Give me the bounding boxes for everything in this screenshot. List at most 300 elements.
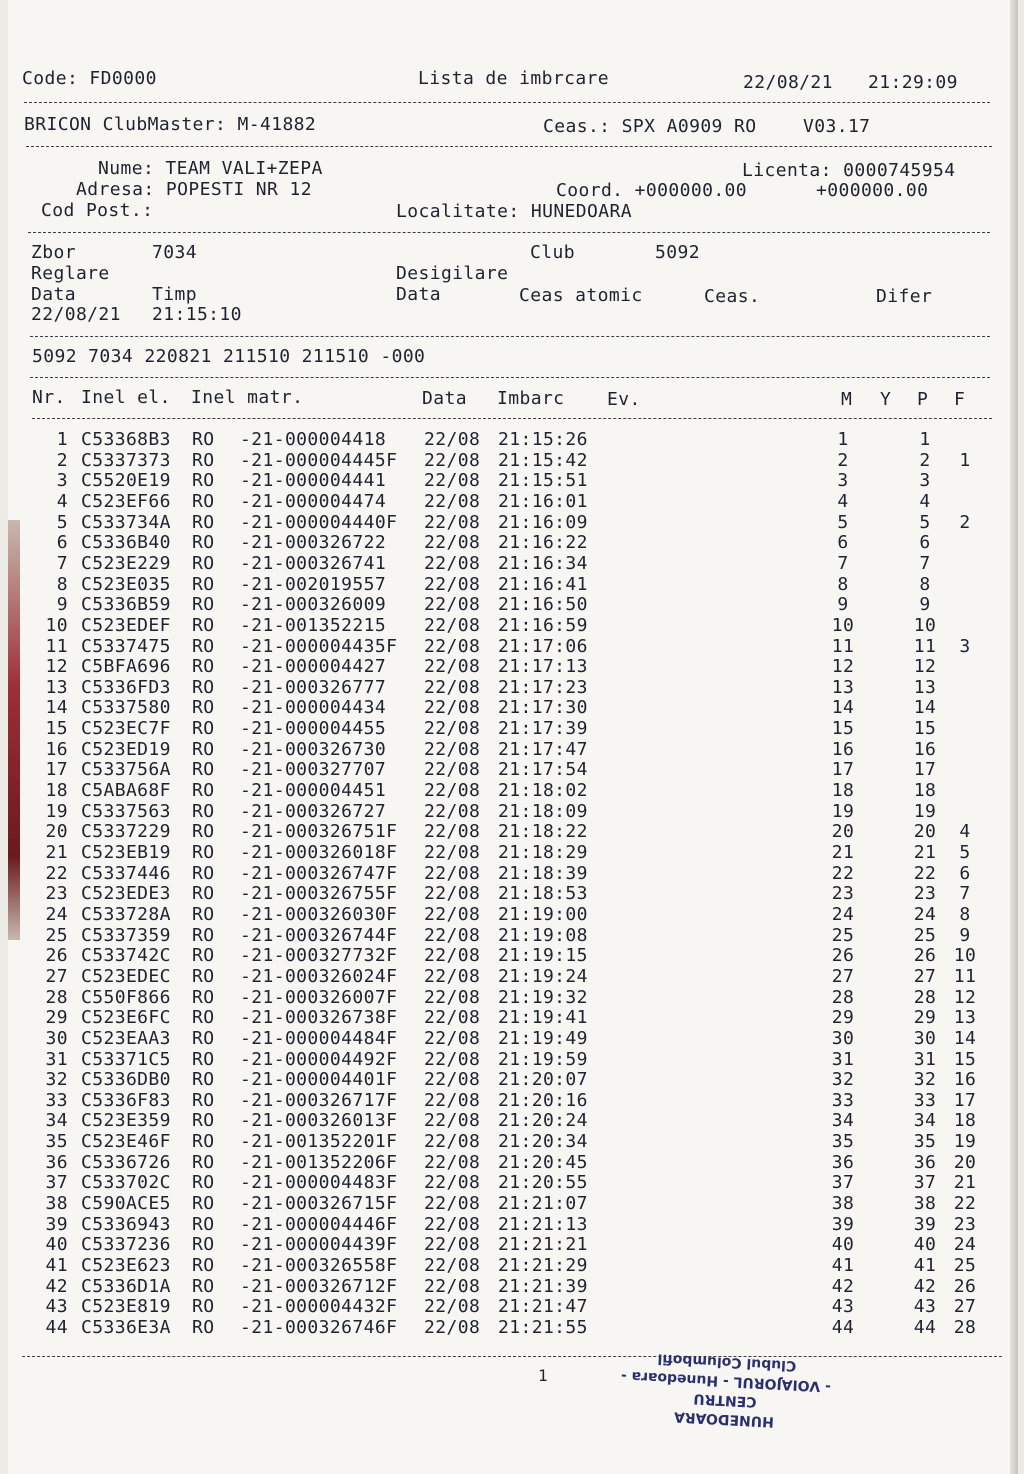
row-m: 44: [831, 1316, 855, 1338]
row-time: 21:21:07: [498, 1193, 588, 1215]
row-time: 21:15:26: [498, 429, 588, 450]
row-m: 7: [837, 552, 849, 574]
row-f: 2: [959, 511, 971, 533]
row-ring-electronic: C5520E19: [81, 470, 171, 492]
row-p: 27: [913, 965, 937, 987]
row-m: 42: [831, 1275, 855, 1297]
time-label: Timp: [152, 284, 197, 305]
row-m: 17: [831, 759, 855, 781]
row-ring-register: -21-000004474: [240, 490, 387, 512]
row-m: 18: [831, 780, 855, 802]
row-ring-register: -21-000004435F: [240, 635, 398, 657]
row-time: 21:19:32: [498, 986, 588, 1008]
row-country: RO: [192, 1007, 215, 1029]
row-country: RO: [192, 903, 215, 925]
row-f: 7: [959, 883, 971, 905]
row-p: 6: [919, 532, 931, 554]
row-number: 37: [45, 1172, 68, 1194]
row-ring-register: -21-000004455: [240, 718, 387, 740]
row-date: 22/08: [424, 821, 481, 843]
row-ring-register: -21-000004484F: [240, 1027, 398, 1049]
row-date: 22/08: [424, 1069, 481, 1091]
row-p: 1: [919, 429, 931, 450]
row-ring-register: -21-000326730: [240, 738, 387, 760]
row-ring-register: -21-000004446F: [240, 1213, 398, 1235]
row-ring-register: -21-000326717F: [240, 1089, 398, 1111]
row-ring-register: -21-002019557: [240, 573, 387, 595]
row-number: 18: [45, 780, 68, 802]
row-ring-electronic: C523ED19: [81, 738, 171, 760]
row-number: 7: [56, 552, 68, 574]
row-date: 22/08: [424, 883, 481, 905]
row-ring-register: -21-000004439F: [240, 1234, 398, 1256]
unseal-label: Desigilare: [396, 263, 509, 284]
row-p: 21: [913, 842, 937, 863]
row-f: 27: [953, 1296, 977, 1318]
row-time: 21:17:30: [498, 697, 588, 719]
row-p: 30: [913, 1027, 937, 1049]
row-ring-electronic: C5336F83: [81, 1089, 171, 1111]
row-p: 2: [919, 449, 931, 471]
row-number: 31: [45, 1048, 68, 1070]
row-p: 17: [913, 759, 937, 781]
row-date: 22/08: [424, 429, 481, 450]
coordinates: Coord. +000000.00: [556, 180, 748, 201]
row-country: RO: [192, 1131, 215, 1153]
row-time: 21:21:13: [498, 1213, 588, 1235]
version: V03.17: [803, 116, 871, 137]
row-number: 34: [45, 1110, 68, 1132]
row-f: 26: [953, 1275, 977, 1297]
print-time: 21:29:09: [868, 72, 958, 93]
row-time: 21:21:47: [498, 1296, 588, 1318]
row-time: 21:21:39: [498, 1275, 588, 1297]
row-p: 20: [913, 821, 937, 843]
row-country: RO: [192, 532, 215, 554]
row-m: 25: [831, 924, 855, 946]
row-ring-electronic: C533734A: [81, 511, 171, 533]
row-number: 21: [45, 842, 68, 863]
row-date: 22/08: [424, 552, 481, 574]
row-country: RO: [192, 449, 215, 471]
col-y: Y: [880, 389, 892, 410]
code-label: Code: FD0000: [22, 68, 157, 89]
divider: [24, 102, 990, 103]
member-address: Adresa: POPESTI NR 12: [76, 179, 312, 200]
row-date: 22/08: [424, 1007, 481, 1029]
printed-sheet: [8, 0, 1018, 1474]
row-m: 5: [837, 511, 849, 533]
row-ring-register: -21-000326741: [240, 552, 387, 574]
row-m: 23: [831, 883, 855, 905]
row-m: 12: [831, 656, 855, 678]
license: Licenta: 0000745954: [742, 160, 956, 181]
member-name: Nume: TEAM VALI+ZEPA: [98, 158, 323, 179]
row-date: 22/08: [424, 511, 481, 533]
row-p: 31: [913, 1048, 937, 1070]
row-country: RO: [192, 924, 215, 946]
row-date: 22/08: [424, 1234, 481, 1256]
row-ring-register: -21-000004418: [240, 429, 387, 450]
row-ring-electronic: C550F866: [81, 986, 171, 1008]
clock-label: Ceas.: [704, 286, 761, 307]
row-m: 34: [831, 1110, 855, 1132]
row-date: 22/08: [424, 862, 481, 884]
row-date: 22/08: [424, 449, 481, 471]
row-f: 25: [953, 1255, 977, 1276]
row-f: 12: [953, 986, 977, 1008]
row-date: 22/08: [424, 614, 481, 636]
row-country: RO: [192, 594, 215, 616]
row-f: 11: [953, 965, 977, 987]
row-p: 8: [919, 573, 931, 595]
row-time: 21:18:09: [498, 800, 588, 822]
row-number: 10: [45, 614, 68, 636]
row-ring-electronic: C523E819: [81, 1296, 171, 1318]
row-date: 22/08: [424, 759, 481, 781]
row-country: RO: [192, 965, 215, 987]
row-date: 22/08: [424, 738, 481, 760]
row-ring-electronic: C5336726: [81, 1151, 171, 1173]
row-m: 2: [837, 449, 849, 471]
row-f: 5: [959, 842, 971, 863]
row-date: 22/08: [424, 800, 481, 822]
row-ring-register: -21-000326018F: [240, 842, 398, 863]
row-p: 25: [913, 924, 937, 946]
row-m: 10: [831, 614, 855, 636]
row-ring-register: -21-000326777: [240, 676, 387, 698]
col-boarding: Imbarc: [497, 388, 565, 409]
stamp-line: - VOIAJORUL - Hunedoara -: [620, 1367, 832, 1395]
row-m: 8: [837, 573, 849, 595]
row-ring-electronic: C5336E3A: [81, 1316, 171, 1338]
row-country: RO: [192, 1275, 215, 1297]
col-p: P: [917, 389, 929, 410]
row-p: 32: [913, 1069, 937, 1091]
row-ring-electronic: C5336B59: [81, 594, 171, 616]
flight-label: Zbor: [31, 242, 76, 263]
row-m: 4: [837, 490, 849, 512]
row-date: 22/08: [424, 1172, 481, 1194]
row-country: RO: [192, 883, 215, 905]
row-country: RO: [192, 614, 215, 636]
club-label: Club: [530, 242, 575, 263]
row-p: 11: [913, 635, 937, 657]
row-m: 15: [831, 718, 855, 740]
row-p: 12: [913, 656, 937, 678]
row-country: RO: [192, 552, 215, 574]
row-country: RO: [192, 759, 215, 781]
row-date: 22/08: [424, 1296, 481, 1318]
row-number: 11: [45, 635, 68, 657]
row-ring-electronic: C523EB19: [81, 842, 171, 863]
row-time: 21:19:24: [498, 965, 588, 987]
row-p: 40: [913, 1234, 937, 1256]
row-ring-electronic: C5337563: [81, 800, 171, 822]
row-ring-electronic: C523E623: [81, 1255, 171, 1276]
row-f: 4: [959, 821, 971, 843]
row-number: 30: [45, 1027, 68, 1049]
row-p: 19: [913, 800, 937, 822]
row-country: RO: [192, 738, 215, 760]
row-time: 21:18:22: [498, 821, 588, 843]
row-time: 21:17:13: [498, 656, 588, 678]
row-ring-register: -21-000326024F: [240, 965, 398, 987]
clock-id: Ceas.: SPX A0909 RO: [543, 116, 757, 137]
row-date: 22/08: [424, 965, 481, 987]
row-m: 20: [831, 821, 855, 843]
document-title: Lista de imbrcare: [418, 68, 610, 89]
atomic-clock-label: Ceas atomic: [519, 285, 643, 306]
row-number: 3: [56, 470, 68, 492]
row-country: RO: [192, 780, 215, 802]
row-time: 21:20:34: [498, 1131, 588, 1153]
row-m: 28: [831, 986, 855, 1008]
row-m: 9: [837, 594, 849, 616]
row-ring-electronic: C590ACE5: [81, 1193, 171, 1215]
row-ring-electronic: C5337359: [81, 924, 171, 946]
col-ring-register: Inel matr.: [191, 387, 304, 408]
row-country: RO: [192, 1048, 215, 1070]
row-number: 20: [45, 821, 68, 843]
row-ring-register: -21-000326722: [240, 532, 387, 554]
row-time: 21:16:22: [498, 532, 588, 554]
row-ring-register: -21-000326755F: [240, 883, 398, 905]
row-time: 21:18:02: [498, 780, 588, 802]
row-ring-register: -21-000327707: [240, 759, 387, 781]
row-ring-electronic: C5337475: [81, 635, 171, 657]
row-ring-register: -21-001352206F: [240, 1151, 398, 1173]
col-event: Ev.: [607, 389, 641, 410]
row-p: 9: [919, 594, 931, 616]
row-m: 39: [831, 1213, 855, 1235]
row-country: RO: [192, 490, 215, 512]
row-m: 16: [831, 738, 855, 760]
row-ring-electronic: C5ABA68F: [81, 780, 171, 802]
row-date: 22/08: [424, 780, 481, 802]
row-p: 16: [913, 738, 937, 760]
row-ring-electronic: C5337446: [81, 862, 171, 884]
row-p: 10: [913, 614, 937, 636]
row-m: 29: [831, 1007, 855, 1029]
row-country: RO: [192, 986, 215, 1008]
stamp-line: Clubul Columbofil: [657, 1350, 797, 1374]
row-ring-electronic: C53368B3: [81, 429, 171, 450]
row-number: 28: [45, 986, 68, 1008]
row-p: 36: [913, 1151, 937, 1173]
row-number: 42: [45, 1275, 68, 1297]
row-time: 21:19:00: [498, 903, 588, 925]
row-number: 36: [45, 1151, 68, 1173]
row-p: 28: [913, 986, 937, 1008]
row-f: 24: [953, 1234, 977, 1256]
row-number: 14: [45, 697, 68, 719]
member-postcode: Cod Post.:: [41, 200, 154, 221]
row-date: 22/08: [424, 532, 481, 554]
row-f: 16: [953, 1069, 977, 1091]
row-f: 6: [959, 862, 971, 884]
row-p: 38: [913, 1193, 937, 1215]
row-time: 21:16:09: [498, 511, 588, 533]
row-time: 21:18:29: [498, 842, 588, 863]
row-time: 21:20:55: [498, 1172, 588, 1194]
coordinates-2: +000000.00: [816, 180, 929, 201]
row-time: 21:18:53: [498, 883, 588, 905]
row-country: RO: [192, 1069, 215, 1091]
row-m: 32: [831, 1069, 855, 1091]
row-number: 4: [56, 490, 68, 512]
row-country: RO: [192, 1255, 215, 1276]
row-m: 19: [831, 800, 855, 822]
row-number: 35: [45, 1131, 68, 1153]
row-f: 3: [959, 635, 971, 657]
row-time: 21:16:01: [498, 490, 588, 512]
row-ring-register: -21-000004445F: [240, 449, 398, 471]
stamp-line: CENTRU: [692, 1390, 757, 1410]
row-ring-register: -21-001352215: [240, 614, 387, 636]
row-ring-register: -21-000326030F: [240, 903, 398, 925]
row-number: 38: [45, 1193, 68, 1215]
row-p: 44: [913, 1316, 937, 1338]
row-time: 21:16:34: [498, 552, 588, 574]
row-ring-register: -21-000326744F: [240, 924, 398, 946]
row-date: 22/08: [424, 986, 481, 1008]
row-p: 18: [913, 780, 937, 802]
club-value: 5092: [655, 242, 700, 263]
row-country: RO: [192, 1193, 215, 1215]
row-country: RO: [192, 676, 215, 698]
row-f: 14: [953, 1027, 977, 1049]
row-country: RO: [192, 1089, 215, 1111]
row-country: RO: [192, 862, 215, 884]
row-number: 33: [45, 1089, 68, 1111]
row-p: 26: [913, 945, 937, 967]
row-ring-electronic: C523EC7F: [81, 718, 171, 740]
time-value: 21:15:10: [152, 304, 242, 325]
row-number: 29: [45, 1007, 68, 1029]
row-p: 3: [919, 470, 931, 492]
paper-edge-left: [8, 520, 20, 940]
row-ring-register: -21-000326712F: [240, 1275, 398, 1297]
row-number: 1: [56, 429, 68, 450]
row-p: 5: [919, 511, 931, 533]
row-number: 44: [45, 1316, 68, 1338]
row-ring-electronic: C5337229: [81, 821, 171, 843]
row-number: 19: [45, 800, 68, 822]
row-p: 15: [913, 718, 937, 740]
row-country: RO: [192, 511, 215, 533]
divider: [32, 418, 992, 419]
row-time: 21:21:29: [498, 1255, 588, 1276]
row-p: 35: [913, 1131, 937, 1153]
row-time: 21:21:21: [498, 1234, 588, 1256]
row-country: RO: [192, 573, 215, 595]
row-ring-electronic: C523EDE3: [81, 883, 171, 905]
row-time: 21:20:24: [498, 1110, 588, 1132]
row-ring-electronic: C533728A: [81, 903, 171, 925]
row-m: 22: [831, 862, 855, 884]
row-f: 13: [953, 1007, 977, 1029]
row-m: 13: [831, 676, 855, 698]
difference-label: Difer: [876, 286, 933, 307]
club-stamp: [604, 1324, 849, 1436]
row-ring-electronic: C523EF66: [81, 490, 171, 512]
row-m: 43: [831, 1296, 855, 1318]
row-time: 21:19:15: [498, 945, 588, 967]
row-date: 22/08: [424, 1275, 481, 1297]
row-country: RO: [192, 429, 215, 450]
row-date: 22/08: [424, 1048, 481, 1070]
row-m: 14: [831, 697, 855, 719]
row-m: 33: [831, 1089, 855, 1111]
row-time: 21:17:06: [498, 635, 588, 657]
set-label: Reglare: [31, 263, 110, 284]
row-ring-electronic: C5336D1A: [81, 1275, 171, 1297]
row-m: 35: [831, 1131, 855, 1153]
row-date: 22/08: [424, 1027, 481, 1049]
row-date: 22/08: [424, 1213, 481, 1235]
row-ring-electronic: C523E46F: [81, 1131, 171, 1153]
row-p: 22: [913, 862, 937, 884]
divider: [30, 377, 990, 378]
row-number: 17: [45, 759, 68, 781]
row-p: 43: [913, 1296, 937, 1318]
row-date: 22/08: [424, 656, 481, 678]
row-country: RO: [192, 470, 215, 492]
row-f: 1: [959, 449, 971, 471]
row-ring-electronic: C523E035: [81, 573, 171, 595]
row-f: 22: [953, 1193, 977, 1215]
row-ring-register: -21-000327732F: [240, 945, 398, 967]
row-f: 28: [953, 1316, 977, 1338]
row-number: 43: [45, 1296, 68, 1318]
row-time: 21:20:07: [498, 1069, 588, 1091]
row-m: 36: [831, 1151, 855, 1173]
row-ring-electronic: C5337373: [81, 449, 171, 471]
row-date: 22/08: [424, 1089, 481, 1111]
row-p: 24: [913, 903, 937, 925]
row-f: 20: [953, 1151, 977, 1173]
page-number: 1: [538, 1366, 548, 1385]
row-country: RO: [192, 1296, 215, 1318]
row-country: RO: [192, 821, 215, 843]
row-date: 22/08: [424, 718, 481, 740]
row-f: 17: [953, 1089, 977, 1111]
row-ring-electronic: C5336943: [81, 1213, 171, 1235]
row-m: 30: [831, 1027, 855, 1049]
row-m: 41: [831, 1255, 855, 1276]
row-m: 6: [837, 532, 849, 554]
row-p: 37: [913, 1172, 937, 1194]
row-date: 22/08: [424, 842, 481, 863]
row-f: 15: [953, 1048, 977, 1070]
row-ring-register: -21-000004401F: [240, 1069, 398, 1091]
row-m: 27: [831, 965, 855, 987]
col-ring-electronic: Inel el.: [81, 387, 171, 408]
row-p: 42: [913, 1275, 937, 1297]
row-number: 40: [45, 1234, 68, 1256]
locality: Localitate: HUNEDOARA: [396, 201, 632, 222]
row-ring-electronic: C533742C: [81, 945, 171, 967]
row-m: 21: [831, 842, 855, 863]
row-time: 21:19:59: [498, 1048, 588, 1070]
row-ring-electronic: C5336DB0: [81, 1069, 171, 1091]
print-date: 22/08/21: [743, 72, 833, 93]
row-country: RO: [192, 718, 215, 740]
row-date: 22/08: [424, 1316, 481, 1338]
row-ring-electronic: C523E229: [81, 552, 171, 574]
row-time: 21:18:39: [498, 862, 588, 884]
